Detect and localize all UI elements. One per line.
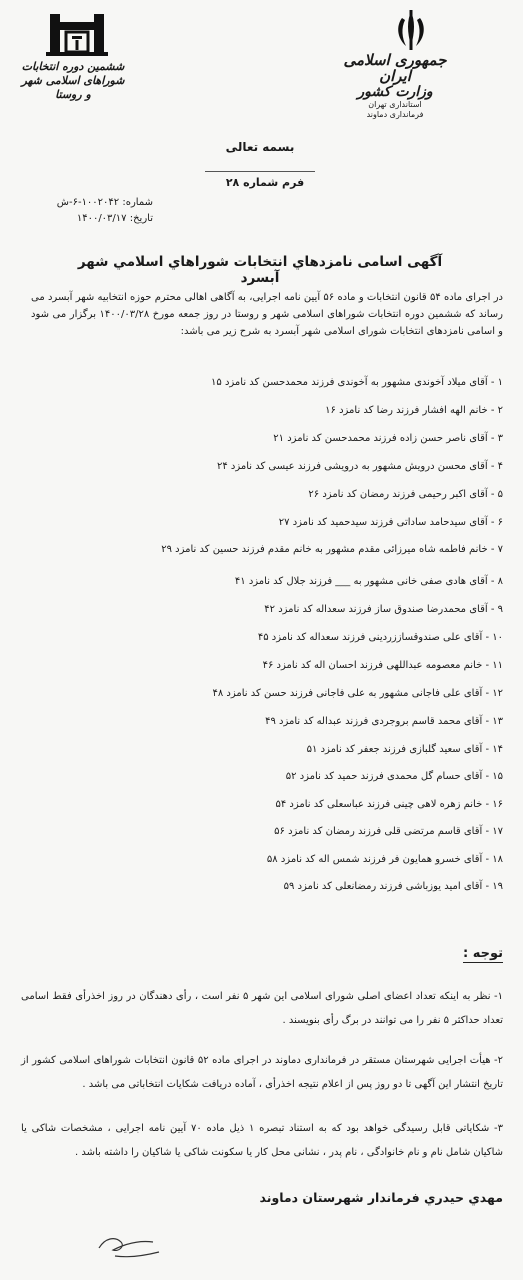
candidate-row: ۲ - خانم الهه افشار فرزند رضا کد نامزد ۱۶ — [325, 405, 503, 416]
ministry-name: وزارت کشور — [357, 84, 433, 100]
candidate-row: ۱۹ - آقای امید یوزباشی فرزند رمضانعلی کد نامزد ۵۹ — [283, 881, 503, 892]
candidate-row: ۱۷ - آقای قاسم مرتضی قلی فرزند رمضان کد نامزد ۵۶ — [274, 826, 503, 837]
candidate-row: ۳ - آقای ناصر حسن زاده فرزند محمدحسن کد نامزد ۲۱ — [273, 433, 503, 444]
candidate-row: ۱۸ - آقای خسرو همایون فر فرزند شمس اله کد نامزد ۵۸ — [266, 854, 503, 865]
candidate-row: ۱۱ - خانم معصومه عبداللهی فرزند احسان اله کد نامزد ۴۶ — [262, 660, 503, 671]
ministry-title: جمهوری اسلامی ایران — [343, 51, 447, 85]
governorate-label: فرمانداری دماوند — [366, 110, 424, 119]
intro-paragraph: در اجرای ماده ۵۴ قانون انتخابات و ماده ۵۶ آیین نامه اجرایی، به آگاهی اهالی محترم حوزه انتخابیه شهر آبسرد می رساند که ششمین دوره انتخابات شوراهای اسلامی شهر و روستا در روز جمعه مورخ ۱۴۰۰/۰۳/۲۸ برگزار می شود و اسامی نامزدهای انتخابات شورای اسلامی شهر آبسرد به شرح زیر می باشد: — [31, 292, 504, 337]
province-label: استانداری تهران — [368, 100, 422, 109]
candidate-row: ۷ - خانم فاطمه شاه میرزائی مقدم مشهور به خانم مقدم فرزند حسین کد نامزد ۲۹ — [161, 544, 503, 555]
candidate-row: ۱۴ - آقای سعید گلبازی فرزند جعفر کد نامزد ۵۱ — [306, 744, 503, 755]
candidate-row: ۴ - آقای محسن درویش مشهور به درویشی فرزند عیسی کد نامزد ۲۴ — [216, 461, 503, 472]
divider — [205, 171, 315, 172]
candidate-row: ۱۲ - آقای علی فاجانی مشهور به علی فاجانی فرزند حسن کد نامزد ۴۸ — [212, 688, 503, 699]
letter-date: تاریخ: ۱۴۰۰/۰۳/۱۷ — [76, 213, 153, 224]
candidate-row: ۶ - آقای سیدحامد ساداتی فرزند سیدحمید کد نامزد ۲۷ — [278, 517, 503, 528]
letter-number: شماره: ۱۰۰۲۰۴۲-۶-ش — [56, 197, 153, 208]
candidate-row: ۹ - آقای محمدرضا صندوق ساز فرزند سعداله کد نامزد ۴۲ — [264, 604, 503, 615]
candidate-row: ۱۳ - آقای محمد قاسم بروجردی فرزند عبداله کد نامزد ۴۹ — [265, 716, 503, 727]
ministry-header — [335, 52, 455, 120]
election-caption-line2: شوراهای اسلامی شهر و روستا — [21, 74, 125, 101]
election-caption-line1: ششمین دوره انتخابات — [21, 60, 125, 73]
candidate-row: ۱۰ - آقای علی صندوقساززردینی فرزند سعداله کد نامزد ۴۵ — [257, 632, 503, 643]
candidate-row: ۸ - آقای هادی صفی خانی مشهور به ___ فرزند جلال کد نامزد ۴۱ — [234, 576, 503, 587]
form-number: فرم شماره ۲۸ — [225, 176, 305, 189]
candidate-row: ۱ - آقای میلاد آخوندی مشهور به آخوندی فرزند محمدحسن کد نامزد ۱۵ — [211, 377, 503, 388]
candidate-row: ۵ - آقای اکبر رحیمی فرزند رمضان کد نامزد ۲۶ — [308, 489, 503, 500]
notes-title: توجه : — [462, 946, 503, 961]
election-caption — [18, 60, 128, 102]
candidate-row: ۱۶ - خانم زهره لاهی چینی فرزند عباسعلی کد نامزد ۵۴ — [275, 799, 503, 810]
signer-name: مهدي حيدري فرماندار شهرستان دماوند — [259, 1190, 503, 1205]
note-item: ۲- هیأت اجرایی شهرستان مستقر در فرمانداری دماوند در اجرای ماده ۵۲ قانون انتخابات شوراهای اسلامی کشور از تاریخ انتشار این آگهی تا دو روز پس از اعلام نتیجه اخذرأی ، آماده دریافت شکایات انتخاباتی می باشد . — [21, 1055, 503, 1090]
note-item: ۳- شکایاتی قابل رسیدگی خواهد بود که به استناد تبصره ۱ ذیل ماده ۷۰ آیین نامه اجرایی ، مشخصات شاکی یا شاکیان شامل نام و نام خانوادگی ، نام پدر ، نشانی محل کار یا سکونت شاکی یا شاکیان را داشته باشد . — [21, 1123, 503, 1158]
candidate-row: ۱۵ - آقای حسام گل محمدی فرزند حمید کد نامزد ۵۲ — [285, 771, 503, 782]
basmala: بسمه تعالی — [225, 140, 295, 154]
page-title: آگهی اسامی نامزدهاي انتخابات شوراهاي اسلامي شهر آبسرد — [77, 254, 443, 286]
handwritten-signature — [95, 1224, 165, 1264]
iran-emblem-icon — [388, 8, 434, 54]
note-item: ۱- نظر به اینکه تعداد اعضای اصلی شورای اسلامی این شهر ۵ نفر است ، رأی دهندگان در روز اخذرأی فقط اسامی تعداد حداکثر ۵ نفر را می توانند در برگ رأی بنویسند . — [21, 991, 503, 1026]
